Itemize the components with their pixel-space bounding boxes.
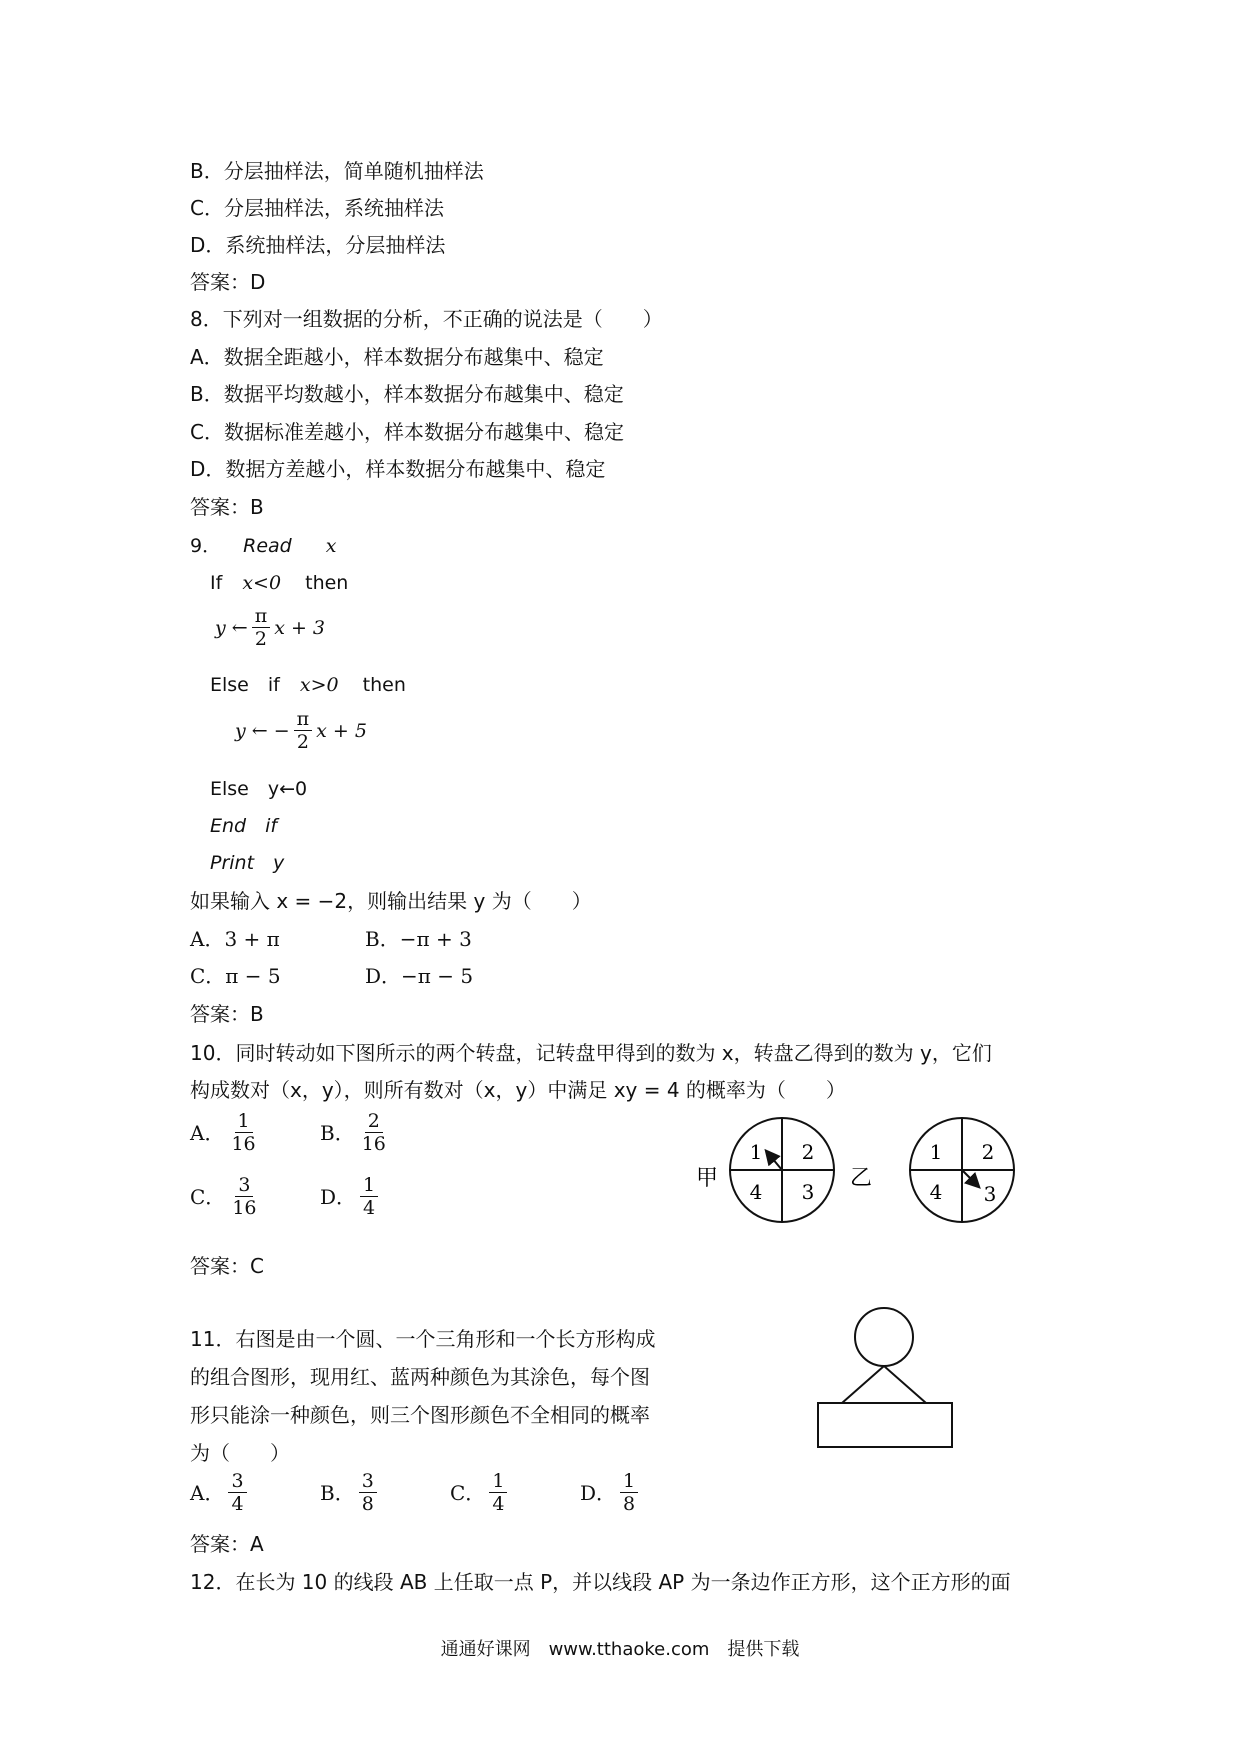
q11-option-b-label: B．: [320, 1480, 355, 1505]
q8-option-c: C．数据标准差越小，样本数据分布越集中、稳定: [190, 420, 624, 444]
q11-option-a-label: A．: [190, 1480, 225, 1505]
q9-assign-1-numerator: π: [252, 605, 271, 628]
q9-print-line: Print y: [210, 852, 285, 874]
q7-option-d: D．系统抽样法，分层抽样法: [190, 233, 446, 257]
q10-option-c-numerator: 3: [235, 1174, 253, 1197]
q10-disc-2-num-1: 1: [929, 1140, 943, 1164]
q10-disc-2: [910, 1118, 1014, 1222]
q10-answer: 答案：C: [190, 1254, 264, 1278]
q9-option-b: B．−π + 3: [365, 927, 472, 951]
q10-option-b-denominator: 16: [361, 1133, 386, 1155]
q10-disc-1-num-2: 2: [801, 1140, 815, 1164]
q9-if-keyword: If: [210, 572, 223, 594]
q9-condition-2: x>0: [299, 674, 339, 696]
q11-option-a-numerator: 3: [228, 1470, 246, 1493]
q9-then-2: then: [362, 674, 406, 696]
q10-disc-1: [730, 1118, 834, 1222]
q11-answer: 答案：A: [190, 1532, 264, 1556]
q10-option-c: [190, 1174, 264, 1219]
q12-stem-line-1: 12．在长为 10 的线段 AB 上任取一点 P，并以线段 AP 为一条边作正方形，这个正方形的面: [190, 1570, 1011, 1594]
q11-option-c-numerator: 1: [489, 1470, 507, 1493]
q11-figure-rectangle: [818, 1403, 952, 1447]
q10-option-b-numerator: 2: [365, 1110, 383, 1133]
q9-assign-1-denominator: 2: [254, 628, 267, 650]
q10-disc-2-num-2: 2: [981, 1140, 995, 1164]
q10-stem-line-2: 构成数对（x，y），则所有数对（x，y）中满足 xy = 4 的概率为（ ）: [190, 1078, 846, 1102]
q10-option-a-numerator: 1: [235, 1110, 253, 1133]
q10-disc-2-num-4: 4: [929, 1180, 943, 1204]
q10-disc-1-num-1: 1: [749, 1140, 763, 1164]
q10-disc-1-pointer: [767, 1152, 782, 1170]
q11-option-d-denominator: 8: [623, 1493, 636, 1515]
q11-stem-line-1: 11．右图是由一个圆、一个三角形和一个长方形构成: [190, 1327, 656, 1351]
q9-assign-2: [235, 708, 367, 753]
q9-option-a: A．3 + π: [190, 927, 280, 951]
q9-assign-1-lhs: y ←: [215, 616, 248, 639]
q11-figure-triangle: [842, 1366, 926, 1403]
page-footer: 通通好课网 www.tthaoke.com 提供下载: [440, 1639, 800, 1660]
q9-option-c: C．π − 5: [190, 964, 281, 988]
q11-figure-circle: [855, 1308, 913, 1366]
q10-disc-1-num-4: 4: [749, 1180, 763, 1204]
q8-option-a: A．数据全距越小，样本数据分布越集中、稳定: [190, 345, 604, 369]
q9-assign-2-denominator: 2: [296, 731, 309, 753]
q8-answer: 答案：B: [190, 495, 264, 519]
q9-answer: 答案：B: [190, 1002, 264, 1026]
q10-option-d: [320, 1174, 382, 1219]
q10-option-d-label: D．: [320, 1184, 357, 1209]
q10-option-c-denominator: 16: [232, 1197, 257, 1219]
q8-option-b: B．数据平均数越小，样本数据分布越集中、稳定: [190, 382, 624, 406]
q10-disc-2-pointer: [962, 1170, 978, 1186]
q10-disc-2-label: 乙: [850, 1166, 873, 1191]
q7-option-b: B．分层抽样法，简单随机抽样法: [190, 159, 484, 183]
q11-option-b-denominator: 8: [361, 1493, 374, 1515]
q9-number: 9．: [190, 535, 222, 557]
q11-option-b-numerator: 3: [359, 1470, 377, 1493]
q11-option-c: [450, 1470, 511, 1515]
q9-read-keyword: Read: [243, 535, 292, 557]
q9-elseif-keyword: Else if: [210, 674, 280, 696]
q11-option-b: [320, 1470, 381, 1515]
q11-option-c-label: C．: [450, 1480, 486, 1505]
q10-option-c-label: C．: [190, 1184, 226, 1209]
q10-disc-1-label: 甲: [696, 1166, 719, 1191]
q10-option-a-denominator: 16: [231, 1133, 256, 1155]
q11-option-a-denominator: 4: [231, 1493, 244, 1515]
q11-stem-line-4: 为（ ）: [190, 1441, 290, 1465]
q9-assign-2-rhs: x + 5: [316, 719, 367, 742]
q10-option-a: [190, 1110, 263, 1155]
q9-if-line: [210, 570, 348, 596]
q9-elseif-line: [210, 672, 406, 698]
q8-stem: 8．下列对一组数据的分析，不正确的说法是（ ）: [190, 307, 663, 331]
q11-figure: [810, 1305, 960, 1470]
q7-option-c: C．分层抽样法，系统抽样法: [190, 196, 444, 220]
q9-question: 如果输入 x = −2，则输出结果 y 为（ ）: [190, 889, 592, 913]
q9-assign-2-numerator: π: [294, 708, 313, 731]
q9-then-1: then: [305, 572, 349, 594]
q10-option-b-label: B．: [320, 1120, 355, 1145]
q10-option-d-numerator: 1: [360, 1174, 378, 1197]
q11-stem-line-3: 形只能涂一种颜色，则三个图形颜色不全相同的概率: [190, 1403, 650, 1427]
q11-option-d: [580, 1470, 642, 1515]
q10-option-d-denominator: 4: [363, 1197, 376, 1219]
q10-disc-2-num-3: 3: [983, 1182, 997, 1206]
q10-option-b: [320, 1110, 393, 1155]
q11-option-d-label: D．: [580, 1480, 617, 1505]
q11-option-c-denominator: 4: [492, 1493, 505, 1515]
q9-read-line: [190, 533, 337, 559]
q9-option-d: D．−π − 5: [365, 964, 474, 988]
q10-stem-line-1: 10．同时转动如下图所示的两个转盘，记转盘甲得到的数为 x，转盘乙得到的数为 y，它们: [190, 1041, 992, 1065]
q9-endif-line: End if: [210, 815, 278, 837]
q9-assign-1-rhs: x + 3: [274, 616, 326, 639]
q10-option-a-label: A．: [190, 1120, 225, 1145]
q9-assign-1-fraction: [252, 605, 271, 650]
q9-else-line: Else y←0: [210, 778, 308, 800]
q9-condition-1: x<0: [242, 572, 282, 594]
q9-assign-2-lhs: y ← −: [235, 719, 290, 742]
q11-option-a: [190, 1470, 251, 1515]
q10-spinners-figure: [690, 1110, 1030, 1230]
q8-option-d: D．数据方差越小，样本数据分布越集中、稳定: [190, 457, 606, 481]
q7-answer: 答案：D: [190, 270, 266, 294]
q10-disc-1-num-3: 3: [801, 1180, 815, 1204]
q9-read-var: x: [325, 535, 337, 557]
q11-option-d-numerator: 1: [620, 1470, 638, 1493]
q11-stem-line-2: 的组合图形，现用红、蓝两种颜色为其涂色，每个图: [190, 1365, 650, 1389]
q9-assign-2-fraction: [294, 708, 313, 753]
q9-assign-1: [215, 605, 325, 650]
